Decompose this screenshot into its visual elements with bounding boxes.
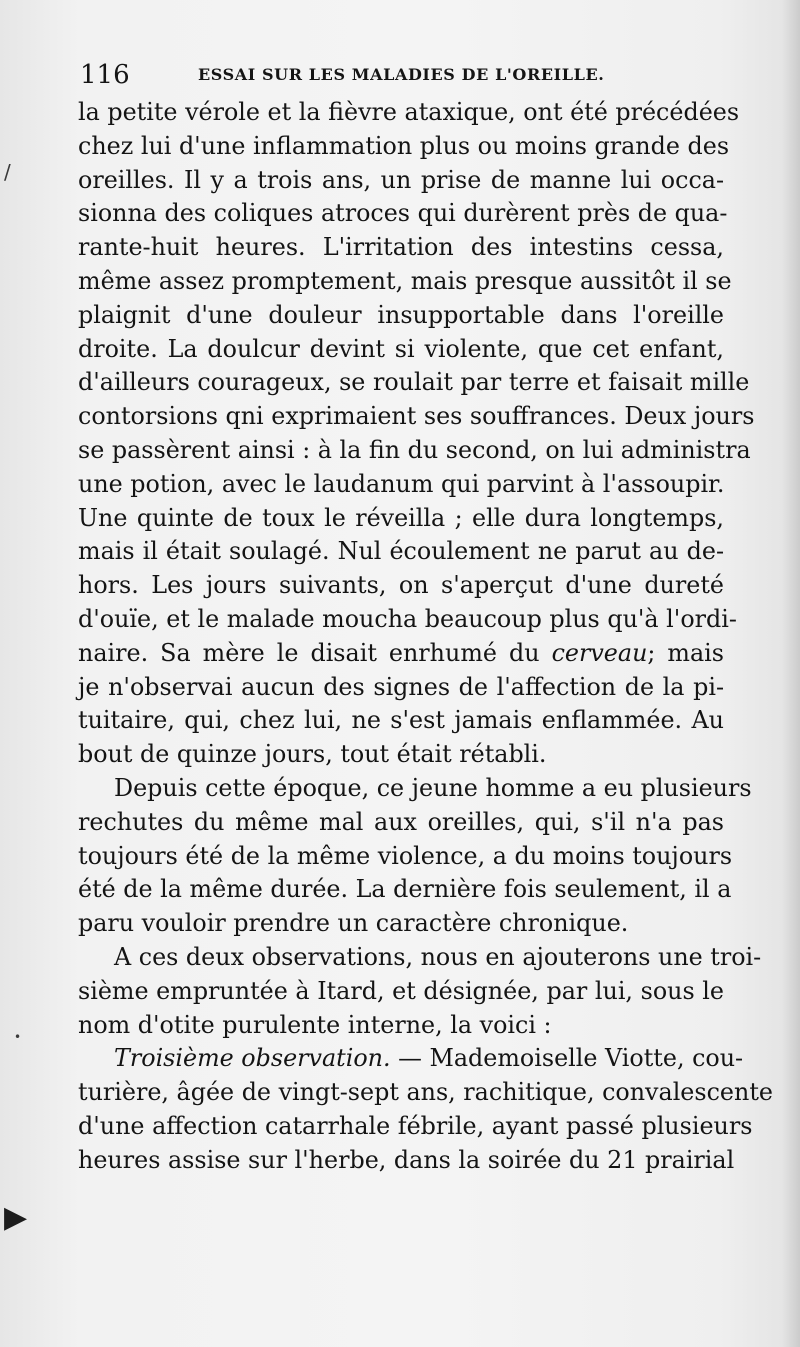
text-line: je n'observai aucun des signes de l'affection de la pi-: [78, 672, 724, 701]
text-line: rechutes du même mal aux oreilles, qui, s'il n'a pas: [78, 807, 724, 836]
page-edge-shadow: [782, 0, 800, 1347]
text-line: Une quinte de toux le réveilla ; elle dura longtemps,: [78, 503, 724, 532]
text-line: se passèrent ainsi : à la fin du second, on lui administra: [78, 435, 751, 464]
paragraph-start-line: Depuis cette époque, ce jeune homme a eu plusieurs: [114, 773, 752, 802]
paragraph-end-line: nom d'otite purulente interne, la voici :: [78, 1010, 552, 1039]
text-fragment: — Mademoiselle Viotte, cou-: [390, 1044, 744, 1073]
running-head: ESSAI SUR LES MALADIES DE L'OREILLE.: [198, 65, 605, 84]
margin-arrow-mark: ▶: [4, 1200, 28, 1235]
text-line: contorsions qni exprimaient ses souffrances. Deux jours: [78, 402, 755, 431]
text-line: mais il était soulagé. Nul écoulement ne parut au de-: [78, 537, 724, 566]
text-line: tuitaire, qui, chez lui, ne s'est jamais enflammée. Au: [78, 706, 724, 735]
text-line: droite. La doulcur devint si violente, que cet enfant,: [78, 334, 724, 363]
page-header: [80, 56, 720, 90]
observation-title: Troisième observation.: [114, 1044, 391, 1073]
text-line: toujours été de la même violence, a du moins toujours: [78, 841, 733, 870]
text-line: heures assise sur l'herbe, dans la soirée du 21 prairial: [78, 1145, 735, 1174]
text-line: chez lui d'une inflammation plus ou moins grande des: [78, 131, 730, 160]
text-line: été de la même durée. La dernière fois seulement, il a: [78, 875, 732, 904]
margin-stroke-mark: /: [4, 160, 11, 184]
text-line: même assez promptement, mais presque aussitôt il se: [78, 266, 732, 295]
text-line: oreilles. Il y a trois ans, un prise de manne lui occa-: [78, 165, 724, 194]
text-fragment: naire. Sa mère le disait enrhumé du: [78, 638, 540, 667]
text-line: sième empruntée à Itard, et désignée, par lui, sous le: [78, 976, 724, 1005]
page-number: 116: [80, 60, 130, 90]
text-line: d'ouïe, et le malade moucha beaucoup plus qu'à l'ordi-: [78, 604, 737, 633]
text-line: d'une affection catarrhale fébrile, ayant passé plusieurs: [78, 1111, 753, 1140]
observation-heading-line: [78, 1042, 744, 1076]
text-line: sionna des coliques atroces qui durèrent près de qua-: [78, 199, 728, 228]
paragraph-start-line: A ces deux observations, nous en ajouterons une troi-: [114, 942, 762, 971]
paragraph-end-line: paru vouloir prendre un caractère chronique.: [78, 909, 629, 938]
text-line: plaignit d'une douleur insupportable dans l'oreille: [78, 300, 724, 329]
text-fragment: ; mais: [647, 638, 724, 667]
text-line-with-italic: [78, 637, 724, 671]
italic-word: cerveau: [551, 638, 648, 667]
body-text: [78, 96, 773, 1178]
text-line: la petite vérole et la fièvre ataxique, ont été précédées: [78, 98, 740, 126]
margin-dot-mark: •: [14, 1030, 22, 1044]
text-line: d'ailleurs courageux, se roulait par terre et faisait mille: [78, 368, 750, 397]
text-line: rante-huit heures. L'irritation des intestins cessa,: [78, 233, 724, 262]
paragraph-end-line: bout de quinze jours, tout était rétabli.: [78, 740, 547, 769]
text-line: hors. Les jours suivants, on s'aperçut d'une dureté: [78, 571, 724, 600]
text-line: une potion, avec le laudanum qui parvint à l'assoupir.: [78, 469, 725, 498]
text-line: turière, âgée de vingt-sept ans, rachitique, convalescente: [78, 1078, 773, 1107]
